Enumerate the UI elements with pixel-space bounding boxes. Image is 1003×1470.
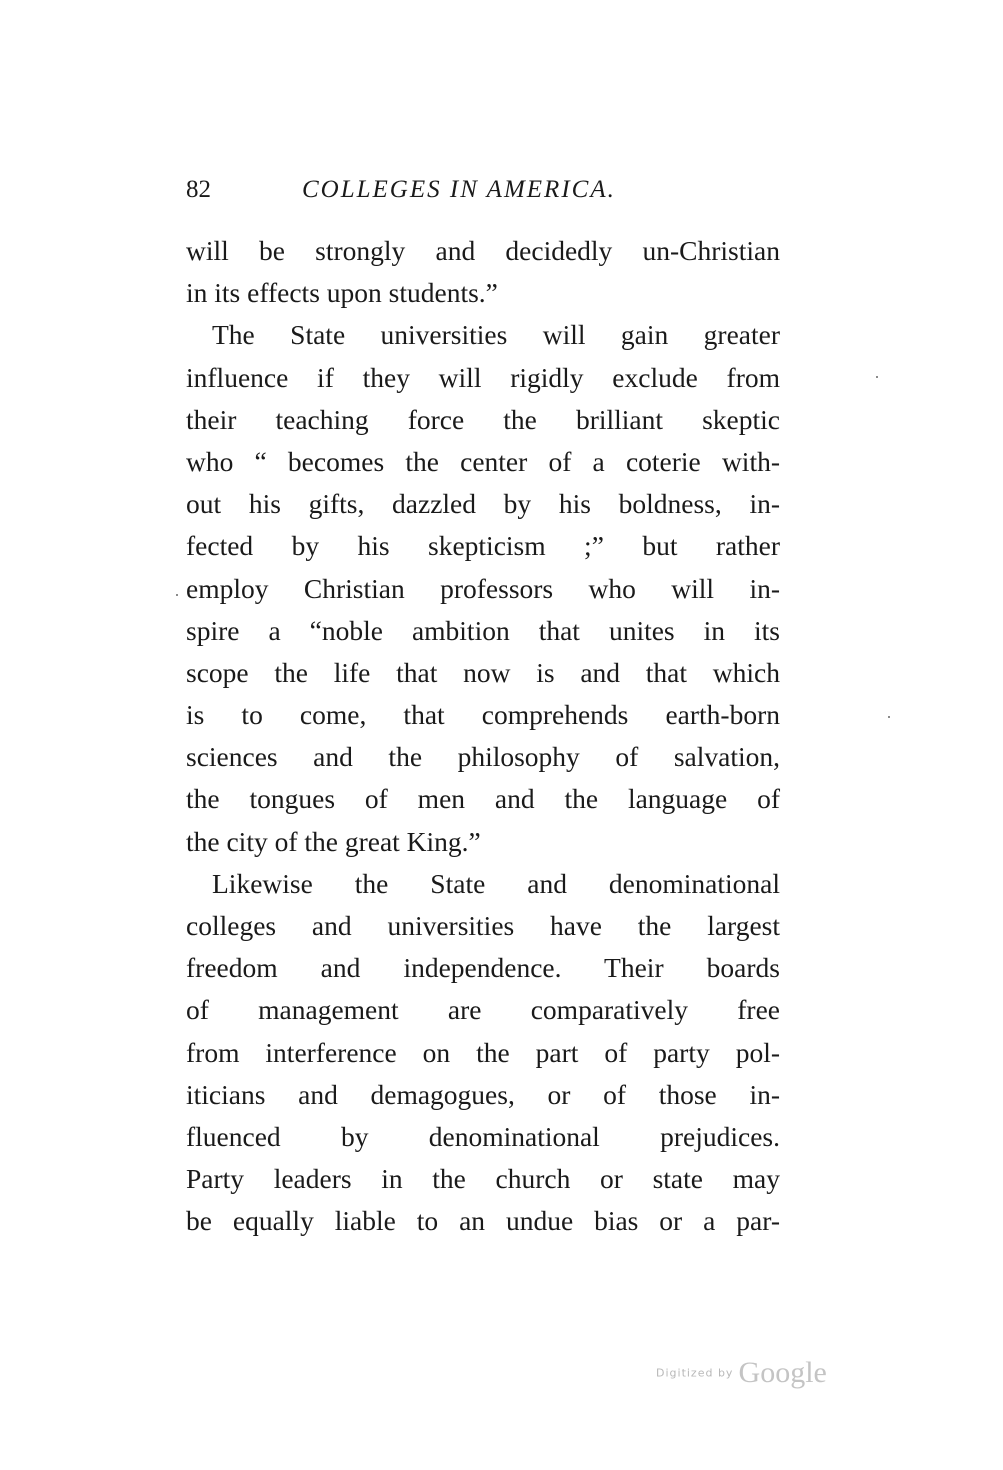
text-line: be equally liable to an undue bias or a par- [186,1205,780,1237]
text-line: will be strongly and decidedly un-Christian [186,235,780,266]
text-line: scope the life that now is and that which [186,656,780,688]
paragraph [186,314,780,862]
body-text [186,230,780,1243]
paragraph [186,863,780,1243]
running-head [186,176,786,208]
text-line: the city of the great King.” [186,825,481,857]
text-line: iticians and demagogues, or of those in- [186,1078,780,1110]
text-line: who “ becomes the center of a coterie with- [186,445,780,477]
text-line: fluenced by denominational prejudices. [186,1120,780,1152]
watermark-prefix: Digitized by [656,1366,734,1380]
text-line: out his gifts, dazzled by his boldness, in- [186,488,780,520]
text-line: spire a “noble ambition that unites in its [186,614,780,646]
text-line: is to come, that comprehends earth-born [186,699,780,731]
paragraph [186,230,780,314]
digitized-by-google-watermark [656,1356,866,1396]
text-line: in its effects upon students.” [186,277,498,309]
text-line: sciences and the philosophy of salvation, [186,741,780,773]
scan-speck [888,716,890,718]
text-line: of management are comparatively free [186,994,780,1026]
text-line: the tongues of men and the language of [186,783,780,815]
scan-speck [176,594,178,596]
text-line: influence if they will rigidly exclude from [186,361,780,393]
google-logo-text: Google [738,1356,827,1389]
text-line: The State universities will gain greater [212,319,780,351]
page-number: 82 [186,176,211,203]
text-line: freedom and independence. Their boards [186,952,780,984]
text-line: Likewise the State and denominational [212,867,780,899]
text-line: Party leaders in the church or state may [186,1163,780,1195]
text-line: employ Christian professors who will in- [186,572,780,604]
text-line: their teaching force the brilliant skeptic [186,403,780,435]
text-line: colleges and universities have the largest [186,910,780,941]
text-line: fected by his skepticism ;” but rather [186,530,780,562]
running-title: COLLEGES IN AMERICA. [302,176,616,203]
scan-speck [876,376,878,378]
text-line: from interference on the part of party pol- [186,1036,780,1068]
